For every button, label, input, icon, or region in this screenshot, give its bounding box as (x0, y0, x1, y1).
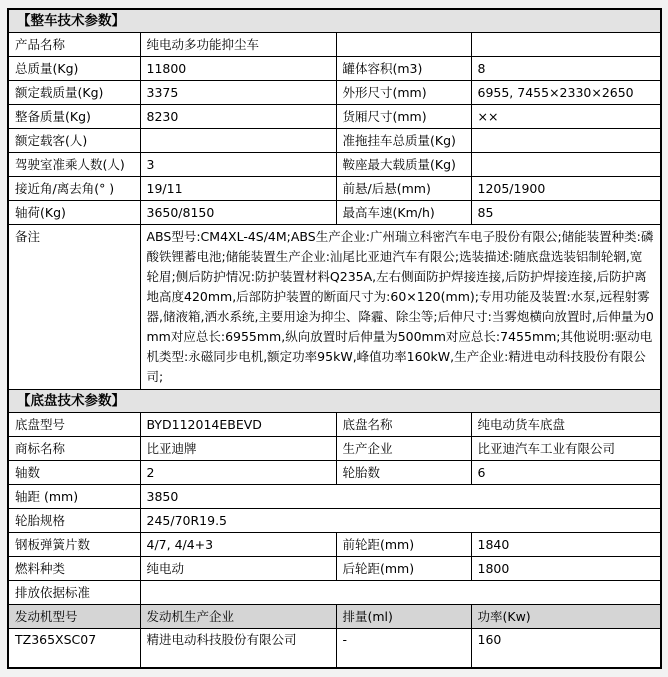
param-value: 85 (471, 201, 661, 225)
table-row (8, 437, 661, 461)
param-label: 燃料种类 (8, 557, 140, 581)
table-row (8, 533, 661, 557)
param-value: 6 (471, 461, 661, 485)
param-label: 外形尺寸(mm) (336, 81, 471, 105)
param-value: 8230 (140, 105, 336, 129)
param-label: 额定载客(人) (8, 129, 140, 153)
param-label: 排放依据标准 (8, 581, 140, 605)
param-value: 3375 (140, 81, 336, 105)
param-value: 1205/1900 (471, 177, 661, 201)
table-row (8, 485, 661, 509)
remarks-row (8, 225, 661, 390)
param-label: 后轮距(mm) (336, 557, 471, 581)
param-value: ×× (471, 105, 661, 129)
param-label: 最高车速(Km/h) (336, 201, 471, 225)
power-header: 功率(Kw) (471, 605, 661, 629)
param-value: 2 (140, 461, 336, 485)
vehicle-section-header-row (8, 9, 661, 33)
param-label: 驾驶室准乘人数(人) (8, 153, 140, 177)
engine-manufacturer-value: 精进电动科技股份有限公司 (140, 629, 336, 669)
param-label: 鞍座最大载质量(Kg) (336, 153, 471, 177)
vehicle-section-title: 【整车技术参数】 (8, 9, 661, 33)
param-label: 准拖挂车总质量(Kg) (336, 129, 471, 153)
param-value: 比亚迪牌 (140, 437, 336, 461)
table-row (8, 201, 661, 225)
param-label: 总质量(Kg) (8, 57, 140, 81)
table-row (8, 57, 661, 81)
param-value: 6955, 7455×2330×2650 (471, 81, 661, 105)
table-row (8, 81, 661, 105)
chassis-section-header-row (8, 390, 661, 413)
table-row (8, 129, 661, 153)
param-label: 前轮距(mm) (336, 533, 471, 557)
engine-manufacturer-header: 发动机生产企业 (140, 605, 336, 629)
power-value: 160 (471, 629, 661, 669)
param-value (140, 129, 336, 153)
table-row (8, 413, 661, 437)
param-value (140, 581, 661, 605)
table-row (8, 153, 661, 177)
param-value: 245/70R19.5 (140, 509, 661, 533)
table-row (8, 105, 661, 129)
param-value: 纯电动 (140, 557, 336, 581)
param-value (471, 153, 661, 177)
param-value: 3850 (140, 485, 661, 509)
table-row (8, 509, 661, 533)
param-value: 8 (471, 57, 661, 81)
remarks-label: 备注 (8, 225, 140, 390)
param-value: 纯电动货车底盘 (471, 413, 661, 437)
remarks-text: ABS型号:CM4XL-4S/4M;ABS生产企业:广州瑞立科密汽车电子股份有限公;储能装置种类:磷酸铁锂蓄电池;储能装置生产企业:汕尾比亚迪汽车有限公;选装描述:随底盘选装铝制轮辋,宽轮眉;侧后防护情况:防护装置材料Q235A,左右侧面防护焊接连接,后防护焊接连接,后防护离地高度420mm,后部防护装置的断面尺寸为:60×120(mm);专用功能及装置:水泵,远程射雾器,储液箱,洒水系统,主要用途为抑尘、降霾、除尘等;后伸尺寸:当雾炮横向放置时,后伸量为0mm对应总长:6955mm,纵向放置时后伸量为500mm对应总长:7455mm;其他说明:驱动电机类型:永磁同步电机,额定功率95kW,峰值功率160kW,生产企业:精进电动科技股份有限公司; (140, 225, 661, 390)
param-value: 1800 (471, 557, 661, 581)
param-value: 1840 (471, 533, 661, 557)
param-label: 轮胎规格 (8, 509, 140, 533)
param-value: BYD112014EBEVD (140, 413, 336, 437)
param-value: 3650/8150 (140, 201, 336, 225)
param-label: 额定载质量(Kg) (8, 81, 140, 105)
param-label: 商标名称 (8, 437, 140, 461)
param-label: 底盘型号 (8, 413, 140, 437)
displacement-value: - (336, 629, 471, 669)
param-label: 底盘名称 (336, 413, 471, 437)
param-value: 纯电动多功能抑尘车 (140, 33, 336, 57)
param-label: 产品名称 (8, 33, 140, 57)
param-label: 前悬/后悬(mm) (336, 177, 471, 201)
param-label (336, 33, 471, 57)
param-label: 钢板弹簧片数 (8, 533, 140, 557)
param-value (471, 129, 661, 153)
table-row (8, 581, 661, 605)
param-label: 轮胎数 (336, 461, 471, 485)
param-value: 19/11 (140, 177, 336, 201)
param-label: 整备质量(Kg) (8, 105, 140, 129)
vehicle-spec-table (7, 8, 662, 669)
table-row (8, 177, 661, 201)
param-label: 接近角/离去角(° ) (8, 177, 140, 201)
displacement-header: 排量(ml) (336, 605, 471, 629)
engine-model-value: TZ365XSC07 (8, 629, 140, 669)
param-value: 比亚迪汽车工业有限公司 (471, 437, 661, 461)
param-label: 罐体容积(m3) (336, 57, 471, 81)
param-label: 轴距 (mm) (8, 485, 140, 509)
chassis-section-title: 【底盘技术参数】 (8, 390, 661, 413)
param-label: 货厢尺寸(mm) (336, 105, 471, 129)
engine-data-row (8, 629, 661, 669)
engine-model-header: 发动机型号 (8, 605, 140, 629)
table-row (8, 461, 661, 485)
param-label: 轴数 (8, 461, 140, 485)
table-row (8, 557, 661, 581)
param-value: 4/7, 4/4+3 (140, 533, 336, 557)
engine-header-row (8, 605, 661, 629)
table-row (8, 33, 661, 57)
param-label: 轴荷(Kg) (8, 201, 140, 225)
param-value (471, 33, 661, 57)
param-value: 11800 (140, 57, 336, 81)
param-label: 生产企业 (336, 437, 471, 461)
param-value: 3 (140, 153, 336, 177)
